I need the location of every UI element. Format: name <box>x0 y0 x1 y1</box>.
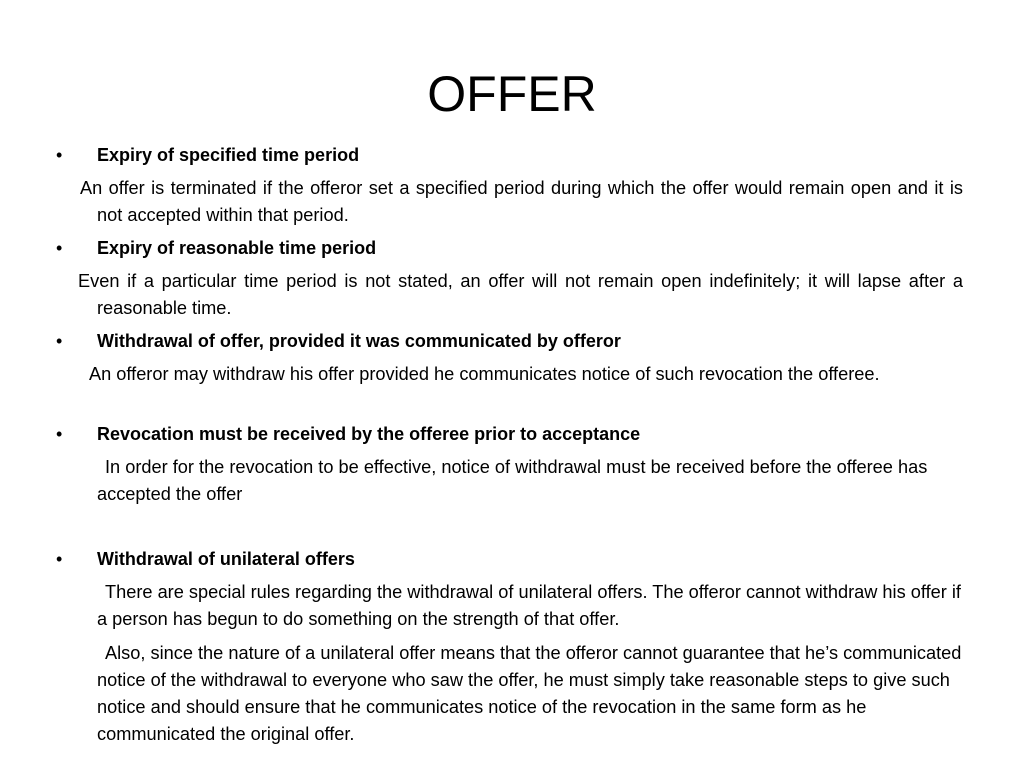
bullet-5: • <box>56 549 63 569</box>
bullet-4: • <box>56 424 63 444</box>
bullet-3: • <box>56 331 63 351</box>
bullet-2: • <box>56 238 63 258</box>
section-paragraph-revocation-received: In order for the revocation to be effective, notice of withdrawal must be received before the offeree has accepted the offer <box>97 457 928 504</box>
slide-title: OFFER <box>427 66 597 122</box>
section-heading-revocation-received: Revocation must be received by the offeree prior to acceptance <box>97 424 641 444</box>
section-paragraph-unilateral-2: Also, since the nature of a unilateral offer means that the offeror cannot guarantee that he’s communicated notice of the withdrawal to everyone who saw the offer, he must simply take reasonable steps to give such notice and should ensure that he communicates notice of the revocation in the same form as he communicated the original offer. <box>97 643 962 744</box>
section-heading-expiry-specified: Expiry of specified time period <box>97 145 360 165</box>
section-paragraph-unilateral-1: There are special rules regarding the withdrawal of unilateral offers. The offeror cannot withdraw his offer if a person has begun to do something on the strength of that offer. <box>97 582 961 629</box>
section-paragraph-expiry-reasonable: Even if a particular time period is not stated, an offer will not remain open indefinitely; it will lapse after a reasonable time. <box>78 271 963 318</box>
section-heading-expiry-reasonable: Expiry of reasonable time period <box>97 238 377 258</box>
section-paragraph-withdrawal-offer: An offeror may withdraw his offer provided he communicates notice of such revocation the offeree. <box>89 364 880 384</box>
section-paragraph-expiry-specified: An offer is terminated if the offeror set a specified period during which the offer would remain open and it is not accepted within that period. <box>80 178 963 225</box>
bullet-1: • <box>56 145 63 165</box>
section-heading-withdrawal-offer: Withdrawal of offer, provided it was communicated by offeror <box>97 331 621 351</box>
section-heading-unilateral: Withdrawal of unilateral offers <box>97 549 355 569</box>
